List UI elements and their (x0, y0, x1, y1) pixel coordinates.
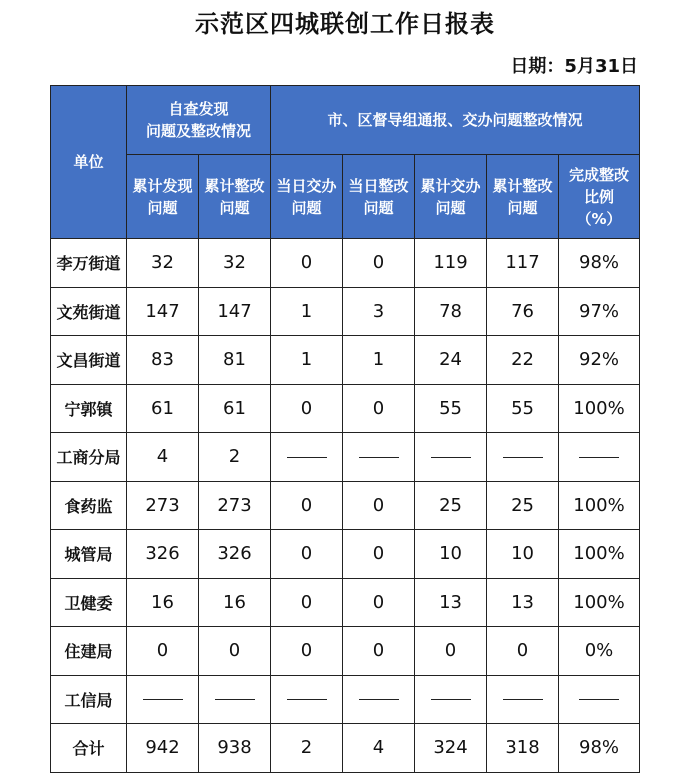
table-row (51, 530, 640, 579)
dash-placeholder (143, 699, 183, 700)
dash-placeholder (579, 699, 619, 700)
row-unit-name: 文苑街道 (51, 287, 127, 336)
row-value-cell: 76 (487, 287, 559, 336)
header-group-self-check: 自查发现 问题及整改情况 (127, 86, 271, 155)
table-total-row (51, 724, 640, 773)
row-value-cell: 24 (415, 336, 487, 385)
row-value-cell: 0 (343, 481, 415, 530)
row-value-cell: 78 (415, 287, 487, 336)
row-value-cell: 0 (343, 578, 415, 627)
row-value-cell: 1 (343, 336, 415, 385)
row-unit-name: 文昌街道 (51, 336, 127, 385)
row-value-cell: 0 (271, 578, 343, 627)
dash-placeholder (503, 457, 543, 458)
row-value-cell: 3 (343, 287, 415, 336)
dash-placeholder (287, 457, 327, 458)
row-value-cell: 4 (343, 724, 415, 773)
row-value-cell (127, 675, 199, 724)
row-value-cell: 100% (559, 481, 640, 530)
row-value-cell: 81 (199, 336, 271, 385)
dash-placeholder (287, 699, 327, 700)
table-row (51, 287, 640, 336)
row-value-cell: 98% (559, 239, 640, 288)
header-row-columns (51, 155, 640, 239)
header-row-groups (51, 86, 640, 155)
row-value-cell: 273 (199, 481, 271, 530)
row-value-cell: 324 (415, 724, 487, 773)
row-value-cell (415, 433, 487, 482)
row-unit-name: 李万街道 (51, 239, 127, 288)
row-value-cell: 147 (127, 287, 199, 336)
row-value-cell: 83 (127, 336, 199, 385)
row-value-cell: 938 (199, 724, 271, 773)
dash-placeholder (359, 457, 399, 458)
row-value-cell: 1 (271, 287, 343, 336)
row-value-cell: 0 (271, 481, 343, 530)
row-value-cell: 25 (487, 481, 559, 530)
row-value-cell: 0 (271, 627, 343, 676)
row-value-cell: 0 (487, 627, 559, 676)
row-value-cell: 0 (199, 627, 271, 676)
row-value-cell: 2 (199, 433, 271, 482)
row-value-cell: 147 (199, 287, 271, 336)
table-row (51, 239, 640, 288)
table-row (51, 433, 640, 482)
row-value-cell: 10 (415, 530, 487, 579)
header-col-fixed: 累计整改 问题 (199, 155, 271, 239)
row-value-cell: 55 (415, 384, 487, 433)
row-unit-name: 工信局 (51, 675, 127, 724)
dash-placeholder (215, 699, 255, 700)
header-col-total-fixed: 累计整改 问题 (487, 155, 559, 239)
header-col-completion-ratio: 完成整改 比例 （%） (559, 155, 640, 239)
row-value-cell: 22 (487, 336, 559, 385)
row-value-cell: 0 (343, 384, 415, 433)
table-row (51, 578, 640, 627)
row-value-cell: 117 (487, 239, 559, 288)
table-row (51, 627, 640, 676)
row-unit-name: 食药监 (51, 481, 127, 530)
dash-placeholder (579, 457, 619, 458)
report-body (51, 239, 640, 773)
row-value-cell (271, 675, 343, 724)
row-value-cell (343, 675, 415, 724)
header-col-daily-fixed: 当日整改 问题 (343, 155, 415, 239)
row-unit-name: 住建局 (51, 627, 127, 676)
row-value-cell (415, 675, 487, 724)
table-row (51, 675, 640, 724)
row-value-cell: 0 (415, 627, 487, 676)
header-unit: 单位 (51, 86, 127, 239)
row-value-cell (559, 675, 640, 724)
row-value-cell: 0 (271, 239, 343, 288)
report-title: 示范区四城联创工作日报表 (195, 10, 495, 38)
row-value-cell: 0 (343, 239, 415, 288)
row-value-cell: 55 (487, 384, 559, 433)
row-value-cell: 13 (487, 578, 559, 627)
header-col-total-assigned: 累计交办 问题 (415, 155, 487, 239)
header-col-found: 累计发现 问题 (127, 155, 199, 239)
row-value-cell: 326 (199, 530, 271, 579)
header-group-supervision: 市、区督导组通报、交办问题整改情况 (271, 86, 640, 155)
header-col-daily-assigned: 当日交办 问题 (271, 155, 343, 239)
row-value-cell (487, 675, 559, 724)
row-value-cell: 942 (127, 724, 199, 773)
row-value-cell (487, 433, 559, 482)
row-value-cell: 1 (271, 336, 343, 385)
table-row (51, 481, 640, 530)
dash-placeholder (359, 699, 399, 700)
row-unit-name: 宁郭镇 (51, 384, 127, 433)
row-value-cell: 0 (343, 530, 415, 579)
row-value-cell: 0% (559, 627, 640, 676)
row-value-cell: 100% (559, 530, 640, 579)
row-value-cell: 4 (127, 433, 199, 482)
row-value-cell: 0 (127, 627, 199, 676)
row-value-cell: 100% (559, 578, 640, 627)
row-unit-name: 城管局 (51, 530, 127, 579)
row-value-cell: 100% (559, 384, 640, 433)
row-value-cell: 16 (127, 578, 199, 627)
dash-placeholder (431, 699, 471, 700)
row-value-cell: 326 (127, 530, 199, 579)
row-unit-name: 工商分局 (51, 433, 127, 482)
row-value-cell (343, 433, 415, 482)
row-value-cell: 92% (559, 336, 640, 385)
row-value-cell: 119 (415, 239, 487, 288)
table-row (51, 384, 640, 433)
row-value-cell: 25 (415, 481, 487, 530)
row-unit-name: 合计 (51, 724, 127, 773)
row-unit-name: 卫健委 (51, 578, 127, 627)
row-value-cell (271, 433, 343, 482)
report-date: 日期：5月31日 (510, 56, 638, 77)
row-value-cell: 0 (271, 530, 343, 579)
row-value-cell: 98% (559, 724, 640, 773)
row-value-cell: 318 (487, 724, 559, 773)
row-value-cell: 61 (199, 384, 271, 433)
row-value-cell: 0 (271, 384, 343, 433)
dash-placeholder (431, 457, 471, 458)
row-value-cell: 97% (559, 287, 640, 336)
row-value-cell: 0 (343, 627, 415, 676)
row-value-cell: 32 (127, 239, 199, 288)
table-row (51, 336, 640, 385)
row-value-cell: 61 (127, 384, 199, 433)
dash-placeholder (503, 699, 543, 700)
row-value-cell: 10 (487, 530, 559, 579)
row-value-cell (559, 433, 640, 482)
row-value-cell: 2 (271, 724, 343, 773)
row-value-cell (199, 675, 271, 724)
row-value-cell: 16 (199, 578, 271, 627)
report-table (50, 85, 640, 773)
row-value-cell: 13 (415, 578, 487, 627)
row-value-cell: 273 (127, 481, 199, 530)
row-value-cell: 32 (199, 239, 271, 288)
